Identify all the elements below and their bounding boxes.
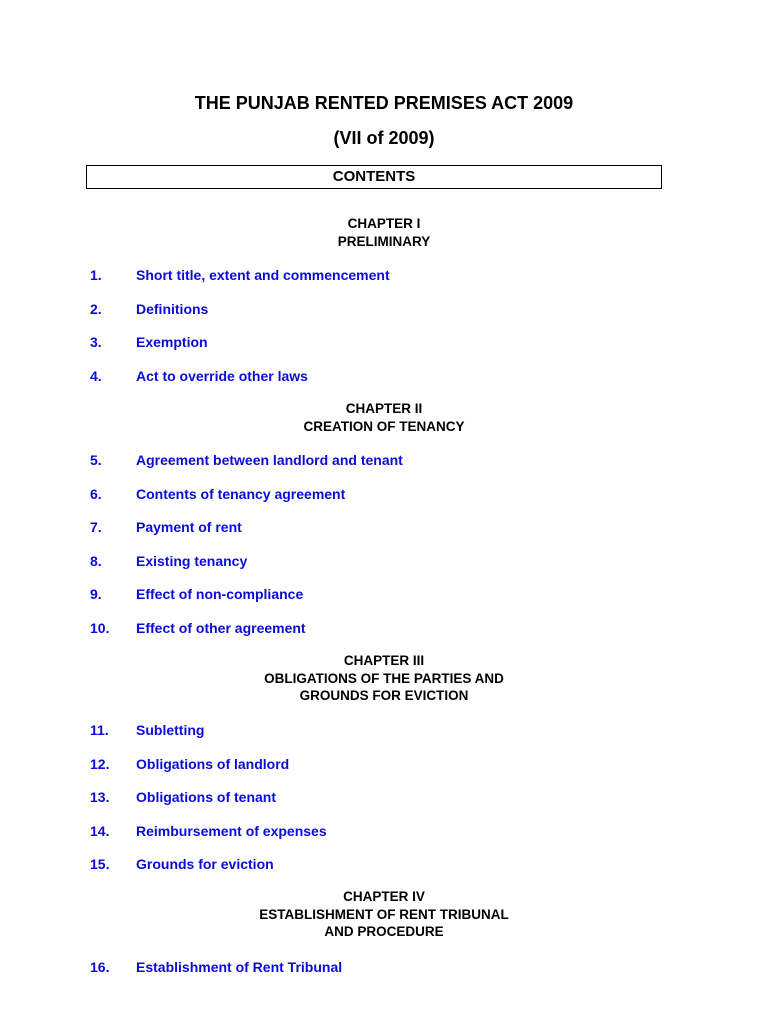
section-link[interactable]: Payment of rent — [136, 519, 242, 535]
section-link[interactable]: Obligations of landlord — [136, 755, 290, 772]
chapter-title: OBLIGATIONS OF THE PARTIES AND — [264, 670, 504, 686]
toc-entry[interactable] — [0, 822, 768, 840]
chapter-title: CREATION OF TENANCY — [303, 418, 465, 434]
chapter-number: CHAPTER I — [347, 216, 421, 231]
section-link[interactable]: Act to override other laws — [136, 367, 308, 384]
chapter-heading — [0, 888, 768, 941]
section-link[interactable]: Effect of other agreement — [136, 619, 306, 636]
section-number: 5. — [90, 452, 102, 468]
toc-entry[interactable] — [0, 855, 768, 873]
section-link[interactable]: Contents of tenancy agreement — [136, 485, 346, 502]
section-number: 8. — [90, 552, 102, 569]
section-link[interactable]: Existing tenancy — [136, 552, 248, 569]
section-link[interactable]: Grounds for eviction — [136, 856, 274, 872]
toc-entry[interactable] — [0, 619, 768, 637]
toc-entry[interactable] — [0, 266, 768, 284]
section-number: 14. — [90, 822, 110, 839]
document-title: THE PUNJAB RENTED PREMISES ACT 2009 — [194, 93, 574, 113]
toc-entry[interactable] — [0, 333, 768, 351]
toc-entry[interactable] — [0, 788, 768, 806]
toc-entry[interactable] — [0, 451, 768, 469]
toc-entry[interactable] — [0, 367, 768, 385]
chapter-title: PRELIMINARY — [337, 233, 431, 249]
section-number: 9. — [90, 586, 102, 602]
chapter-number: CHAPTER II — [345, 401, 423, 416]
section-link[interactable]: Establishment of Rent Tribunal — [136, 959, 343, 975]
toc-entry[interactable] — [0, 552, 768, 570]
contents-heading: CONTENTS — [86, 165, 662, 189]
toc-entry[interactable] — [0, 485, 768, 503]
toc-entry[interactable] — [0, 755, 768, 773]
section-link[interactable]: Reimbursement of expenses — [136, 822, 327, 839]
section-link[interactable]: Exemption — [136, 334, 208, 350]
toc-entry[interactable] — [0, 300, 768, 318]
toc-entry[interactable] — [0, 518, 768, 536]
section-number: 2. — [90, 300, 102, 317]
section-link[interactable]: Subletting — [136, 722, 205, 738]
toc-entry[interactable] — [0, 958, 768, 976]
section-number: 4. — [90, 367, 102, 384]
section-number: 7. — [90, 519, 102, 535]
chapter-number: CHAPTER IV — [343, 889, 425, 904]
section-link[interactable]: Short title, extent and commencement — [136, 267, 390, 283]
chapter-number: CHAPTER III — [343, 653, 425, 668]
chapter-heading — [0, 652, 768, 705]
section-link[interactable]: Definitions — [136, 300, 209, 317]
toc-entry[interactable] — [0, 585, 768, 603]
chapter-heading — [0, 400, 768, 435]
section-number: 12. — [90, 755, 110, 772]
section-number: 11. — [90, 722, 109, 738]
section-link[interactable]: Effect of non-compliance — [136, 586, 304, 602]
section-number: 6. — [90, 485, 102, 502]
chapter-title: GROUNDS FOR EVICTION — [299, 688, 469, 703]
section-number: 13. — [90, 789, 110, 805]
section-link[interactable]: Obligations of tenant — [136, 789, 276, 805]
section-link[interactable]: Agreement between landlord and tenant — [136, 452, 403, 468]
chapter-title: AND PROCEDURE — [324, 924, 444, 939]
toc-entry[interactable] — [0, 721, 768, 739]
section-number: 3. — [90, 334, 102, 350]
chapter-heading — [0, 215, 768, 250]
section-number: 10. — [90, 619, 110, 636]
chapter-title: ESTABLISHMENT OF RENT TRIBUNAL — [259, 906, 509, 922]
document-subtitle: (VII of 2009) — [333, 128, 435, 148]
section-number: 15. — [90, 856, 110, 872]
section-number: 16. — [90, 959, 110, 975]
section-number: 1. — [90, 267, 102, 283]
